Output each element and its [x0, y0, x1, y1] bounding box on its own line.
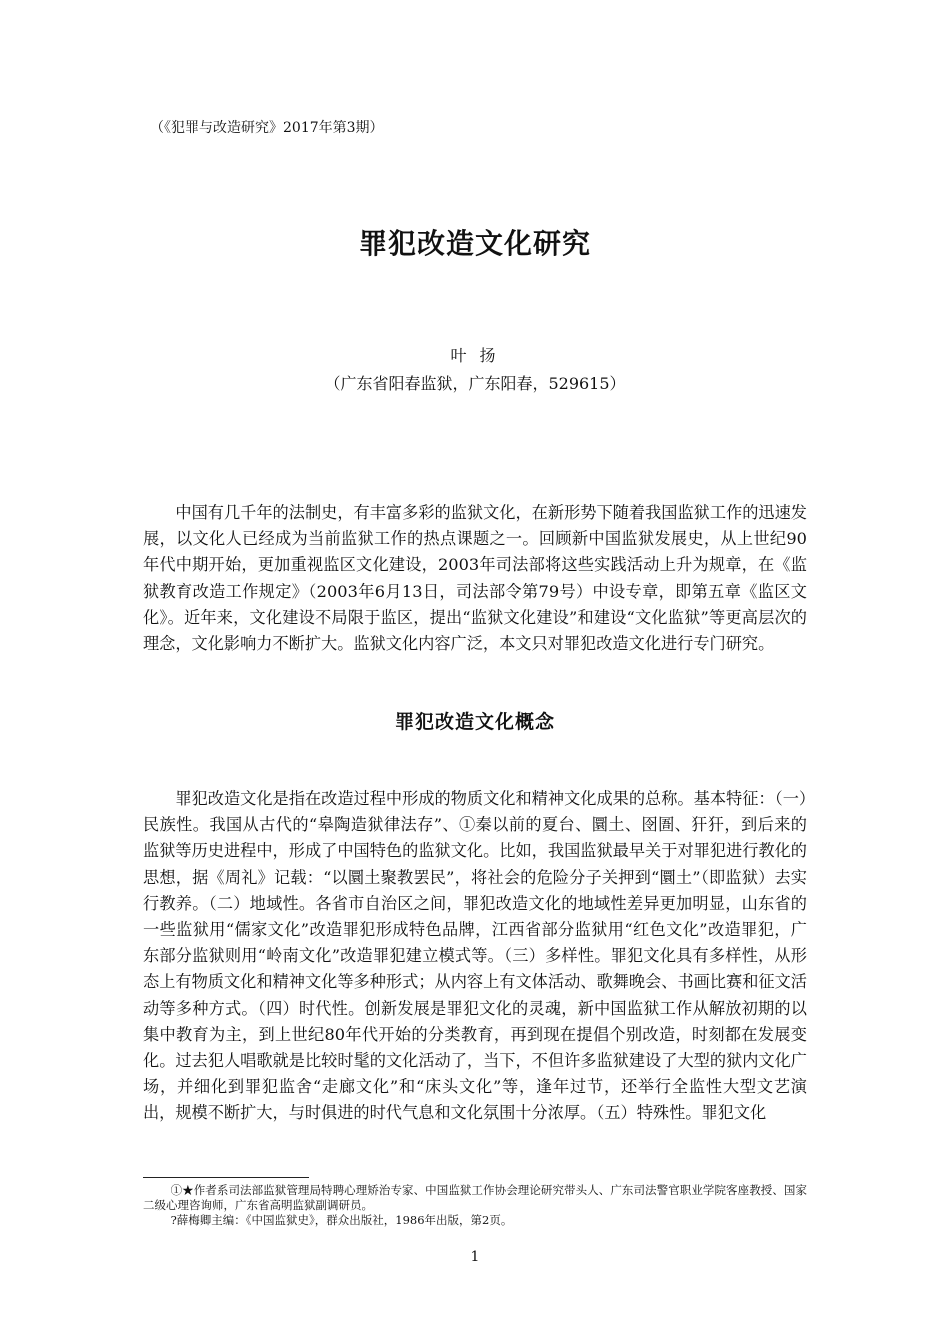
footnote-divider — [143, 1177, 309, 1178]
footnote-2: ?薛梅卿主编：《中国监狱史》，群众出版社，1986年出版，第2页。 — [170, 1213, 513, 1227]
author-name: 叶 扬 — [450, 346, 500, 365]
source-citation: （《犯罪与改造研究》2017年第3期） — [150, 120, 384, 136]
article-title: 罪犯改造文化研究 — [358, 227, 591, 260]
footnotes — [143, 1183, 807, 1228]
intro-paragraph: 中国有几千年的法制史，有丰富多彩的监狱文化，在新形势下随着我国监狱工作的迅速发展，以文化人已经成为当前监狱工作的热点课题之一。回顾新中国监狱发展史，从上世纪90年代中期开始，更加重视监区文化建设，2003年司法部将这些实践活动上升为规章，在《监狱教育改造工作规定》（2003年6月13日，司法部令第79号）中设专章，即第五章《监区文化》。近年来，文化建设不局限于监区，提出“监狱文化建设”和建设“文化监狱”等更高层次的理念，文化影响力不断扩大。监狱文化内容广泛，本文只对罪犯改造文化进行专门研究。 — [143, 503, 807, 654]
author-affiliation: （广东省阳春监狱，广东阳春，529615） — [324, 374, 626, 393]
page-number: 1 — [470, 1249, 480, 1265]
body-paragraph: 罪犯改造文化是指在改造过程中形成的物质文化和精神文化成果的总称。基本特征：（一）民族性。我国从古代的“皋陶造狱律法存”、①秦以前的夏台、圜土、囹圄、犴犴，到后来的监狱等历史进程中，形成了中国特色的监狱文化。比如，我国监狱最早关于对罪犯进行教化的思想，据《周礼》记载：“以圜土聚教罢民”，将社会的危险分子关押到“圜土”（即监狱）去实行教养。（二）地域性。各省市自治区之间，罪犯改造文化的地域性差异更加明显，山东省的一些监狱用“儒家文化”改造罪犯形成特色品牌，江西省部分监狱用“红色文化”改造罪犯，广东部分监狱则用“岭南文化”改造罪犯建立模式等。（三）多样性。罪犯文化具有多样性，从形态上有物质文化和精神文化等多种形式；从内容上有文体活动、歌舞晚会、书画比赛和征文活动等多种方式。（四）时代性。创新发展是罪犯文化的灵魂，新中国监狱工作从解放初期的以集中教育为主，到上世纪80年代开始的分类教育，再到现在提倡个别改造，时刻都在发展变化。过去犯人唱歌就是比较时髦的文化活动了，当下，不但许多监狱建设了大型的狱内文化广场，并细化到罪犯监舍“走廊文化”和“床头文化”等，逢年过节，还举行全监性大型文艺演出，规模不断扩大，与时俱进的时代气息和文化氛围十分浓厚。（五）特殊性。罪犯文化 — [143, 789, 807, 1123]
section-heading: 罪犯改造文化概念 — [394, 711, 555, 733]
footnote-1: ①★作者系司法部监狱管理局特聘心理矫治专家、中国监狱工作协会理论研究带头人、广东司法警官职业学院客座教授、国家二级心理咨询师，广东省高明监狱副调研员。 — [143, 1183, 807, 1212]
